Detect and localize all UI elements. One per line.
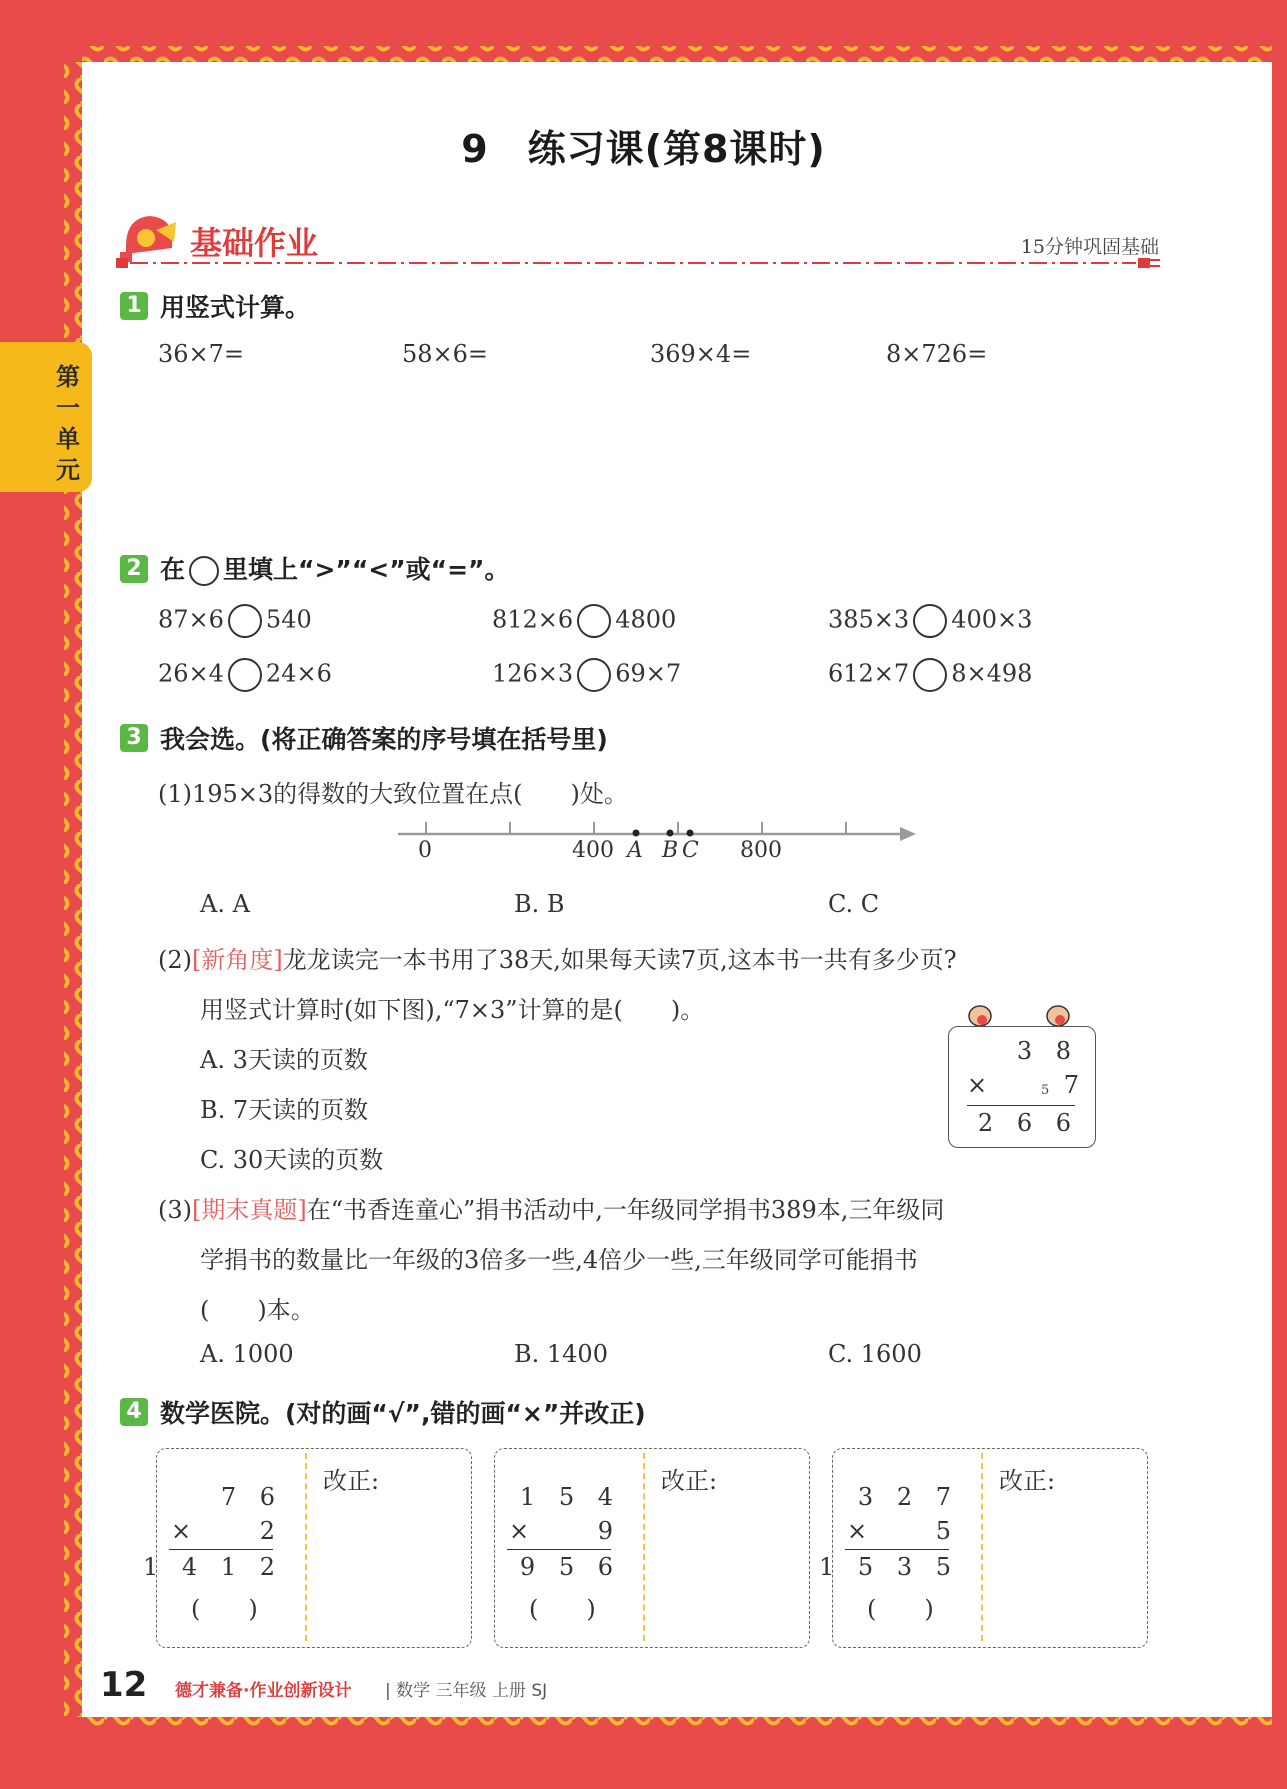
q1-item: 369×4=	[650, 340, 752, 368]
correction-label: 改正:	[323, 1467, 380, 1495]
math-hospital-box	[494, 1448, 810, 1648]
calc-line	[507, 1549, 611, 1550]
compare-item: 385×3 400×3	[828, 604, 1032, 638]
calc-top: 7 6	[220, 1483, 283, 1511]
unit-tab-label: 第一单元	[56, 363, 80, 484]
section-divider	[116, 256, 1161, 270]
calc-mul-sign: ×	[967, 1071, 988, 1099]
question-2-text: 在 里填上“>”“<”或“=”。	[160, 555, 510, 584]
math-hospital-box	[819, 1448, 1148, 1648]
q3-p1-option[interactable]: B. B	[514, 890, 565, 918]
answer-circle[interactable]	[913, 604, 947, 638]
point-label-c: C	[682, 838, 699, 863]
section-title: 基础作业	[190, 224, 319, 262]
calc-top: 3 2 7	[857, 1483, 959, 1511]
question-number-3: 3	[120, 724, 148, 752]
q1-item: 58×6=	[402, 340, 489, 368]
question-number-2: 2	[120, 555, 148, 583]
calc-mul: 9	[597, 1517, 621, 1545]
calc-mul: 7	[1063, 1071, 1079, 1099]
tag-new-angle: [新角度]	[192, 946, 283, 974]
compare-item: 612×7 8×498	[828, 658, 1032, 692]
page-number: 12	[100, 1665, 148, 1705]
point-label-b: B	[662, 838, 679, 863]
calc-mul: 5	[935, 1517, 959, 1545]
q1-item: 36×7=	[158, 340, 245, 368]
q3-p2-option[interactable]: C. 30天读的页数	[200, 1146, 384, 1174]
calc-mul-sign: ×	[847, 1517, 868, 1545]
calc-top: 1 5 4	[519, 1483, 621, 1511]
judgement-parens[interactable]: ( )	[529, 1595, 596, 1623]
answer-circle[interactable]	[577, 658, 611, 692]
question-1-text: 用竖式计算。	[160, 293, 311, 322]
tag-final-exam: [期末真题]	[192, 1196, 307, 1224]
section-subtitle: 15分钟巩固基础	[1020, 236, 1159, 258]
footer-brand: 德才兼备·作业创新设计	[175, 1681, 352, 1701]
unit-tab	[0, 342, 92, 492]
q3-part3-line1: (3)[期末真题]在“书香连童心”捐书活动中,一年级同学捐书389本,三年级同	[158, 1196, 945, 1224]
q3-p1-option[interactable]: A. A	[200, 890, 250, 918]
judgement-parens[interactable]: ( )	[191, 1595, 258, 1623]
point-label-a: A	[627, 838, 643, 863]
calc-result: 2 6 6	[977, 1109, 1079, 1137]
correction-label: 改正:	[999, 1467, 1056, 1495]
q3-p2-option[interactable]: B. 7天读的页数	[200, 1096, 369, 1124]
compare-circle-icon	[189, 556, 219, 586]
axis-label-400: 400	[572, 838, 614, 863]
q3-p3-option[interactable]: B. 1400	[514, 1340, 608, 1368]
judgement-parens[interactable]: ( )	[867, 1595, 934, 1623]
axis-label-0: 0	[418, 838, 432, 863]
answer-circle[interactable]	[577, 604, 611, 638]
calc-carry: 5	[1041, 1083, 1050, 1098]
calc-mul-sign: ×	[171, 1517, 192, 1545]
calc-line	[967, 1105, 1075, 1106]
question-4-text: 数学医院。(对的画“√”,错的画“×”并改正)	[160, 1399, 646, 1428]
q3-p3-option[interactable]: C. 1600	[828, 1340, 922, 1368]
axis-label-800: 800	[740, 838, 782, 863]
math-hospital-box	[143, 1448, 472, 1648]
question-number-1: 1	[120, 292, 148, 320]
q3-part3-line2: 学捐书的数量比一年级的3倍多一些,4倍少一些,三年级同学可能捐书	[200, 1246, 918, 1274]
vertical-calc-card	[948, 1026, 1096, 1148]
q3-part1-text: (1)195×3的得数的大致位置在点( )处。	[158, 780, 628, 808]
q3-p1-option[interactable]: C. C	[828, 890, 880, 918]
calc-mul: 2	[259, 1517, 283, 1545]
page-title: 9 练习课(第8课时)	[461, 127, 826, 171]
q3-part2-line1: (2)[新角度]龙龙读完一本书用了38天,如果每天读7页,这本书一共有多少页?	[158, 946, 957, 974]
q3-p2-option[interactable]: A. 3天读的页数	[200, 1046, 368, 1074]
compare-item: 812×6 4800	[492, 604, 676, 638]
compare-item: 87×6 540	[158, 604, 312, 638]
q1-item: 8×726=	[886, 340, 988, 368]
calc-result: 1 5 3 5	[819, 1553, 959, 1581]
q3-part3-line3: ( )本。	[200, 1296, 315, 1324]
calc-top: 3 8	[1016, 1037, 1079, 1065]
answer-circle[interactable]	[228, 658, 262, 692]
box-divider	[643, 1453, 645, 1641]
number-line	[398, 818, 918, 868]
calc-line	[845, 1549, 949, 1550]
q3-part2-line2: 用竖式计算时(如下图),“7×3”计算的是( )。	[200, 996, 705, 1024]
footer-info: | 数学 三年级 上册 SJ	[385, 1681, 548, 1701]
question-3-text: 我会选。(将正确答案的序号填在括号里)	[160, 725, 608, 754]
answer-circle[interactable]	[913, 658, 947, 692]
q3-p3-option[interactable]: A. 1000	[200, 1340, 294, 1368]
calc-line	[169, 1549, 273, 1550]
compare-item: 26×4 24×6	[158, 658, 332, 692]
answer-circle[interactable]	[228, 604, 262, 638]
correction-label: 改正:	[661, 1467, 718, 1495]
box-divider	[981, 1453, 983, 1641]
calc-result: 1 4 1 2	[143, 1553, 283, 1581]
compare-item: 126×3 69×7	[492, 658, 681, 692]
box-divider	[305, 1453, 307, 1641]
calc-mul-sign: ×	[509, 1517, 530, 1545]
calc-result: 9 5 6	[519, 1553, 621, 1581]
question-number-4: 4	[120, 1398, 148, 1426]
